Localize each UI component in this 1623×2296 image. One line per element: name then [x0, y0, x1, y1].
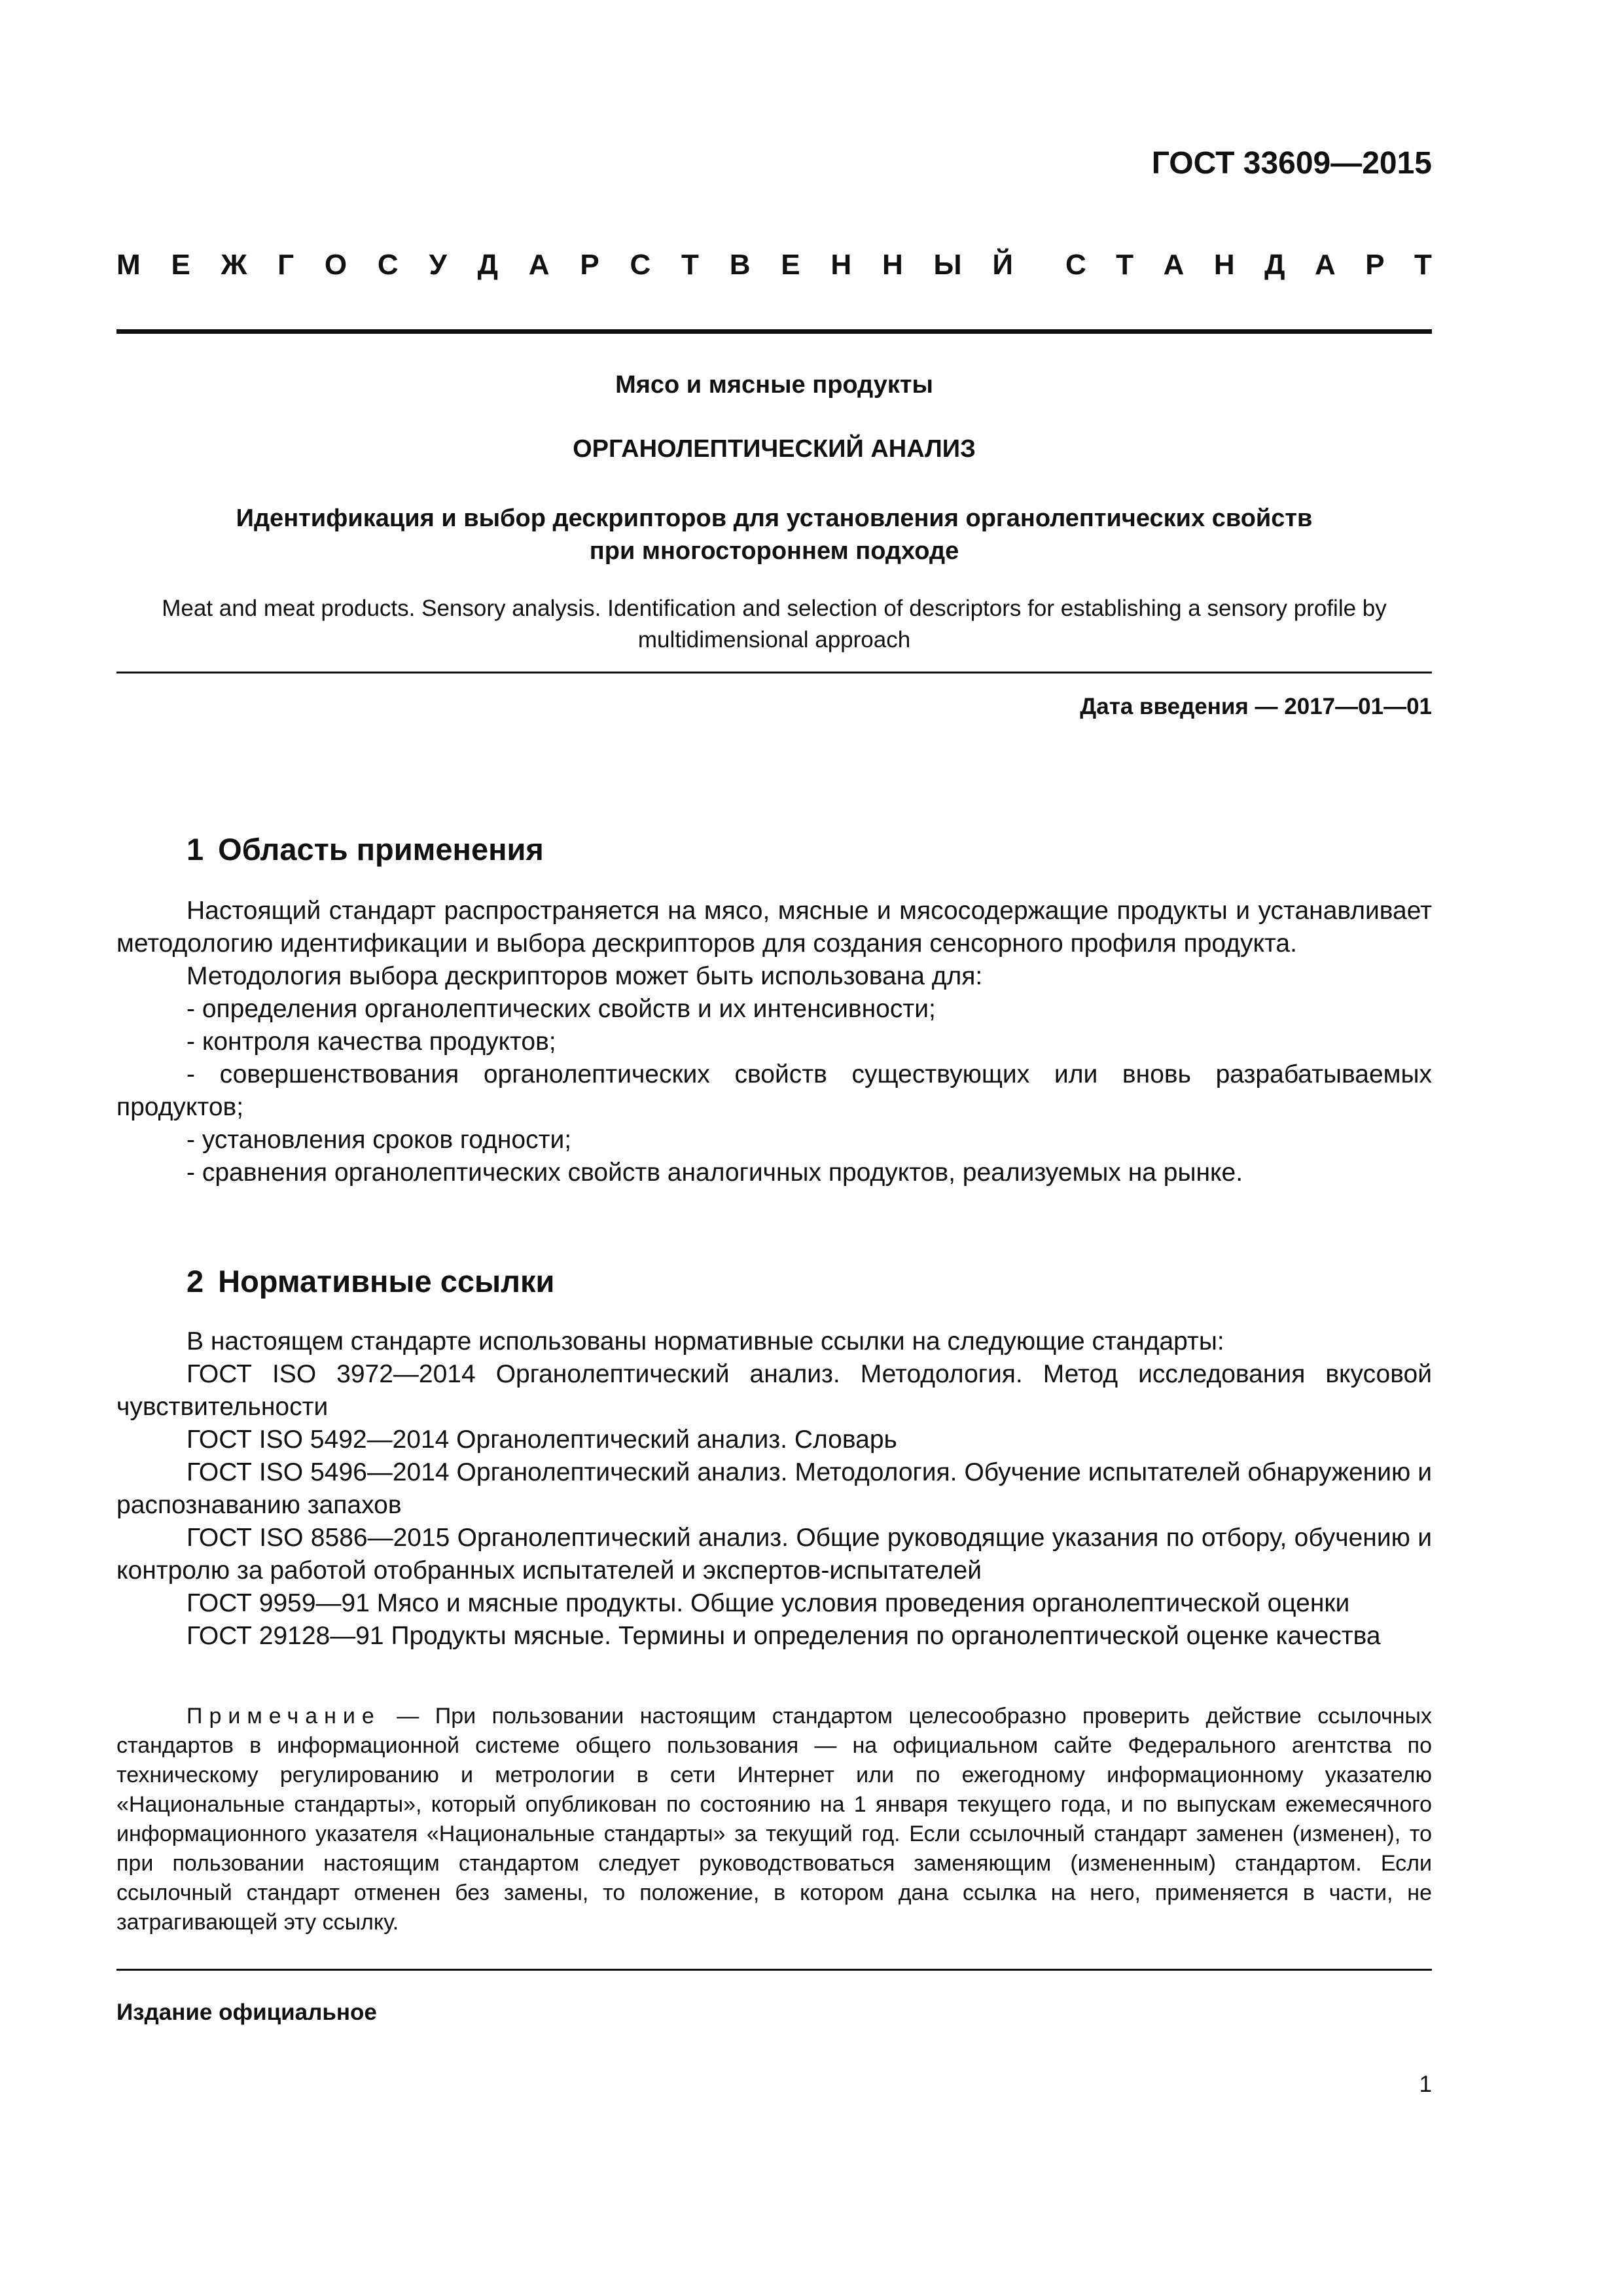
section-2-body [116, 1325, 1432, 1653]
standard-type-letter: С [1065, 249, 1086, 281]
standard-type-letter: О [324, 249, 348, 281]
subject-title: Мясо и мясные продукты [615, 371, 933, 399]
standard-type-letter: Т [1116, 249, 1134, 281]
standard-type-letter: Д [1264, 249, 1285, 281]
page-number: 1 [1419, 2072, 1432, 2097]
standard-type-letter: Т [1414, 249, 1432, 281]
section-1-heading [187, 831, 544, 867]
introduction-date: Дата введения — 2017—01—01 [1080, 694, 1432, 719]
section-2-paragraph: В настоящем стандарте использованы нормативные ссылки на следующие стандарты: [187, 1327, 1224, 1355]
section-1-list-item: - определения органолептических свойств и их интенсивности; [187, 995, 936, 1023]
section-1-list-item: - совершенствования органолептических свойств существующих или вновь разрабатываемых продуктов; [116, 1060, 1432, 1121]
standard-type-letter: Р [1365, 249, 1385, 281]
subtitle-line-1: Идентификация и выбор дескрипторов для установления органолептических свойств [236, 505, 1313, 532]
standard-type-letter: А [528, 249, 550, 281]
reference-item: ГОСТ 29128—91 Продукты мясные. Термины и определения по органолептической оценке качества [187, 1622, 1381, 1650]
section-1-list-item: - установления сроков годности; [187, 1126, 572, 1154]
section-2-heading [187, 1263, 554, 1299]
standard-type-letter: Н [882, 249, 903, 281]
section-1-list-item: - контроля качества продуктов; [187, 1028, 556, 1056]
standard-type-letter: У [429, 249, 447, 281]
standard-type-letter: С [377, 249, 399, 281]
standard-type-letter: Р [580, 249, 599, 281]
standard-type-letter: А [1314, 249, 1336, 281]
section-1-number: 1 [187, 832, 204, 867]
reference-item: ГОСТ ISO 5492—2014 Органолептический анализ. Словарь [187, 1426, 897, 1454]
section-1-paragraph: Методология выбора дескрипторов может быть использована для: [187, 962, 983, 990]
section-2-number: 2 [187, 1264, 204, 1299]
standard-type-letter: Д [477, 249, 498, 281]
standard-type-letter: Г [277, 249, 294, 281]
section-1-paragraph: Настоящий стандарт распространяется на мясо, мясные и мясосодержащие продукты и устанавливает методологию идентификации и выбора дескрипторов для создания сенсорного профиля продукта. [116, 897, 1432, 958]
subtitle-line-2: при многостороннем подходе [589, 537, 959, 565]
document-number: ГОСТ 33609—2015 [1151, 146, 1432, 181]
standard-type-letter: Н [1213, 249, 1235, 281]
section-1-body [116, 895, 1432, 1189]
note-text: — При пользовании настоящим стандартом целесообразно проверить действие ссылочных стандартов в информационной системе общего пользования — на официальном сайте Федерального агентства по техническому регулированию и метрологии в сети Интернет или по ежегодному информационному указателю «Национальные стандарты», который опубликован по состоянию на 1 января текущего года, и по выпускам ежемесячного информационного указателя «Национальные стандарты» за текущий год. Если ссылочный стандарт заменен (изменен), то при пользовании настоящим стандартом следует руководствоваться заменяющим (измененным) стандартом. Если ссылочный стандарт отменен без замены, то положение, в котором дана ссылка на него, применяется в части, не затрагивающей эту ссылку. [116, 1704, 1432, 1935]
standard-type-letter: С [630, 249, 651, 281]
standard-type-letter: Т [681, 249, 699, 281]
standard-type-letter: Е [171, 249, 190, 281]
section-1-list-item: - сравнения органолептических свойств аналогичных продуктов, реализуемых на рынке. [187, 1158, 1243, 1187]
standard-type-letter: В [729, 249, 751, 281]
standard-type-letter: М [116, 249, 141, 281]
main-title: ОРГАНОЛЕПТИЧЕСКИЙ АНАЛИЗ [573, 435, 976, 463]
standard-type-letter: Й [992, 249, 1013, 281]
header-divider [116, 329, 1432, 334]
standard-type-letter: А [1163, 249, 1185, 281]
standard-type-letter: Е [781, 249, 800, 281]
section-2-title: Нормативные ссылки [218, 1264, 555, 1299]
note [116, 1702, 1432, 1937]
standard-type-heading [116, 249, 1432, 281]
subtitle [116, 502, 1432, 567]
footer-divider [116, 1969, 1432, 1971]
section-1-title: Область применения [218, 832, 544, 867]
standard-type-word-2 [1065, 249, 1432, 281]
edition-label: Издание официальное [116, 2000, 377, 2025]
reference-item: ГОСТ ISO 3972—2014 Органолептический анализ. Методология. Метод исследования вкусовой чувствительности [116, 1360, 1432, 1421]
reference-item: ГОСТ ISO 8586—2015 Органолептический анализ. Общие руководящие указания по отбору, обучению и контролю за работой отобранных испытателей и экспертов-испытателей [116, 1524, 1432, 1585]
note-label: Примечание [187, 1704, 381, 1729]
standard-type-letter: Н [830, 249, 852, 281]
reference-item: ГОСТ 9959—91 Мясо и мясные продукты. Общие условия проведения органолептической оценки [187, 1589, 1350, 1617]
title-divider [116, 672, 1432, 673]
standard-type-letter: Ы [933, 249, 962, 281]
english-title: Meat and meat products. Sensory analysis. Identification and selection of descriptors for establishing a sensory profile by multidimensional approach [162, 596, 1387, 653]
standard-type-letter: Ж [221, 249, 247, 281]
standard-type-word-1 [116, 249, 1013, 281]
reference-item: ГОСТ ISO 5496—2014 Органолептический анализ. Методология. Обучение испытателей обнаружению и распознаванию запахов [116, 1458, 1432, 1519]
